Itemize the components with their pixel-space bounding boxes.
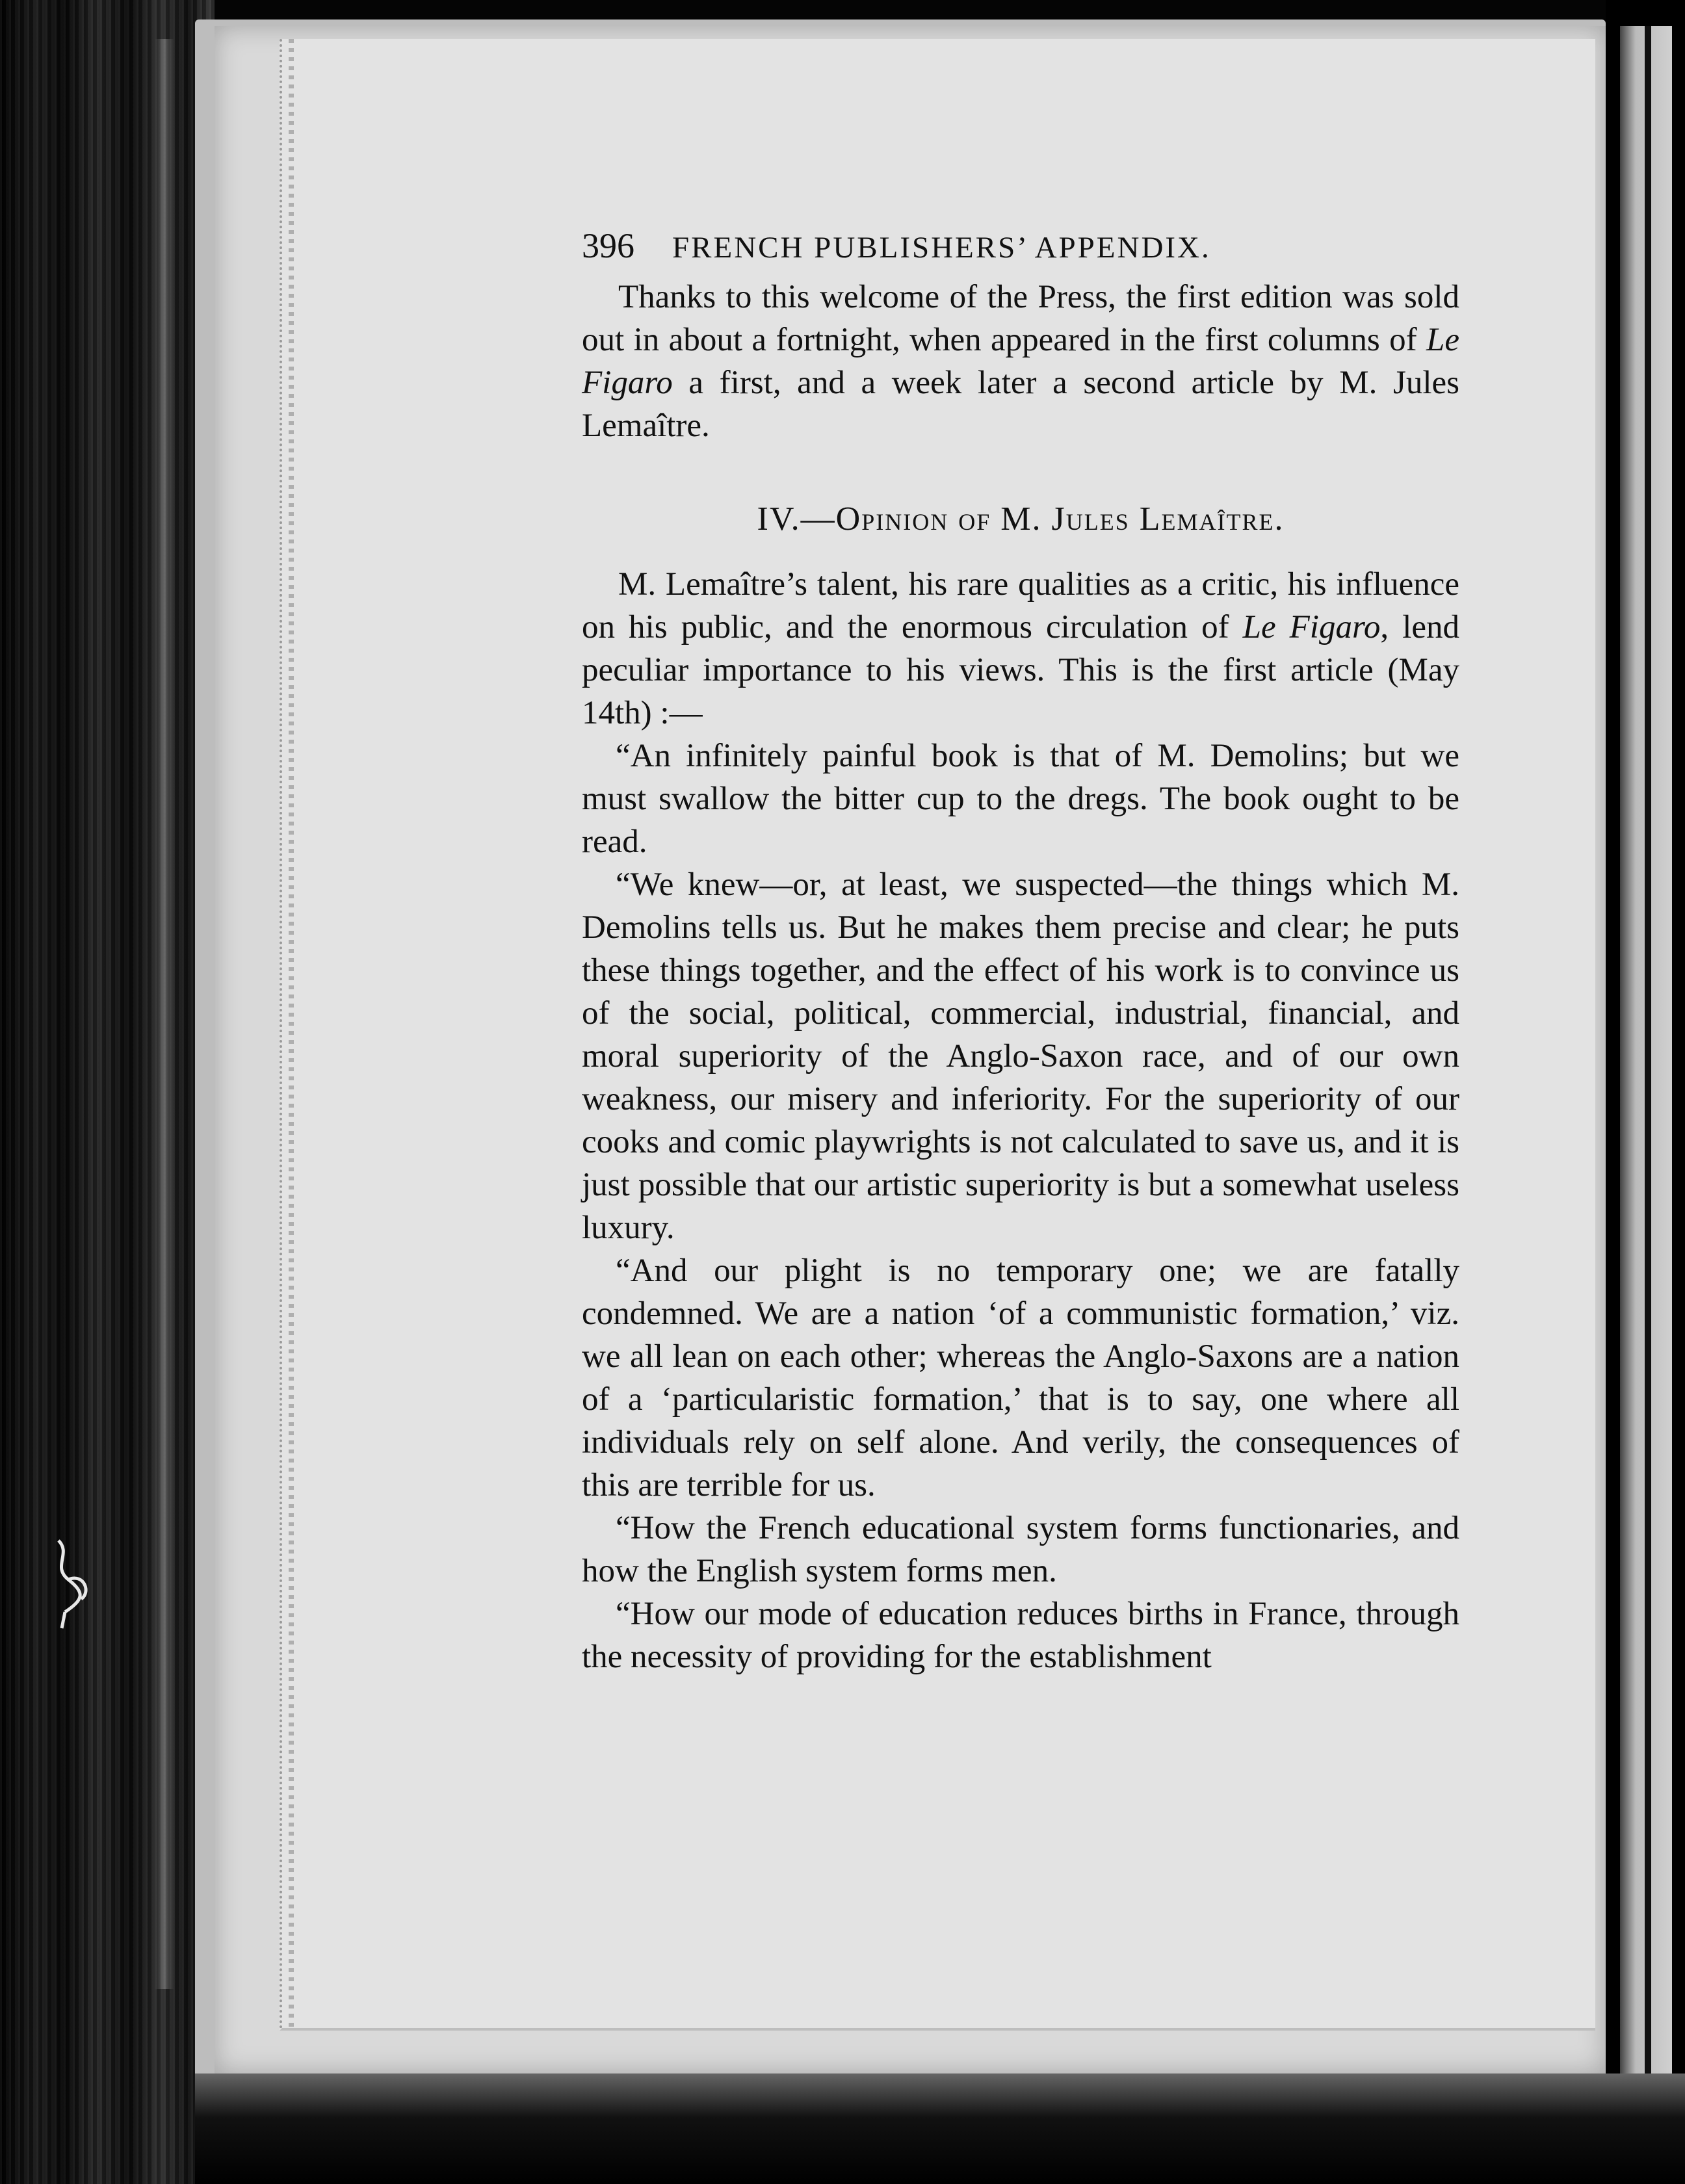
intro-text-a: Thanks to this welcome of the Press, the first edition was sold out in about a fortnight, when appeared in the first columns of	[582, 279, 1459, 358]
quote-paragraph: “We knew—or, at least, we suspected—the things which M. Demolins tells us. But he makes them precise and clear; he puts these things together, and the effect of his work is to convince us of the social, political, commercial, industrial, financial, and moral superiority of the Anglo-Saxon race, and of our own weakness, our misery and inferiority. For the superiority of our cooks and comic playwrights is not calculated to save us, and it is just possible that our artistic superiority is but a somewhat useless luxury.	[582, 866, 1459, 1246]
section-heading: IV.—Opinion of M. Jules Lemaître.	[757, 500, 1285, 538]
bottom-shadow	[195, 2074, 1685, 2184]
lead-paragraph	[582, 563, 1459, 734]
lead-text-a: M. Lemaître’s talent, his rare qualities as a critic, his influence on his public, and the enormous circulation of	[582, 566, 1459, 645]
quote-paragraph: “How the French educational system forms functionaries, and how the English system forms men.	[582, 1510, 1459, 1589]
running-head	[582, 224, 1459, 269]
facing-page-shadow	[1645, 26, 1651, 2106]
intro-paragraph	[582, 276, 1459, 447]
binding-thread-mark	[46, 1534, 98, 1632]
spine-highlight	[155, 39, 174, 1989]
deckle-edge	[289, 39, 294, 2028]
quote-paragraph: “An infinitely painful book is that of M. Demolins; but we must swallow the bitter cup to the dregs. The book ought to be read.	[582, 738, 1459, 860]
quote-paragraph: “How our mode of education reduces births in France, through the necessity of providing for the establishment	[582, 1596, 1459, 1675]
lead-newspaper-title: Le Figaro	[1242, 609, 1381, 645]
quote-paragraph: “And our plight is no temporary one; we are fatally condemned. We are a nation ‘of a communistic formation,’ viz. we all lean on each other; whereas the Anglo-Saxons are a nation of a ‘particularistic formation,’ that is to say, one where all individuals rely on self alone. And verily, the consequences of this are terrible for us.	[582, 1253, 1459, 1503]
intro-newspaper-title: Le Figaro	[582, 322, 1459, 401]
intro-text-b: a first, and a week later a second article by M. Jules Lemaître.	[582, 365, 1459, 444]
running-title: FRENCH PUBLISHERS’ APPENDIX.	[672, 231, 1211, 265]
text-block	[582, 224, 1459, 1678]
lead-text-b: , lend peculiar importance to his views. This is the first article (May 14th) :—	[582, 609, 1460, 731]
spine-texture	[0, 0, 215, 2184]
page-number: 396	[582, 226, 634, 265]
